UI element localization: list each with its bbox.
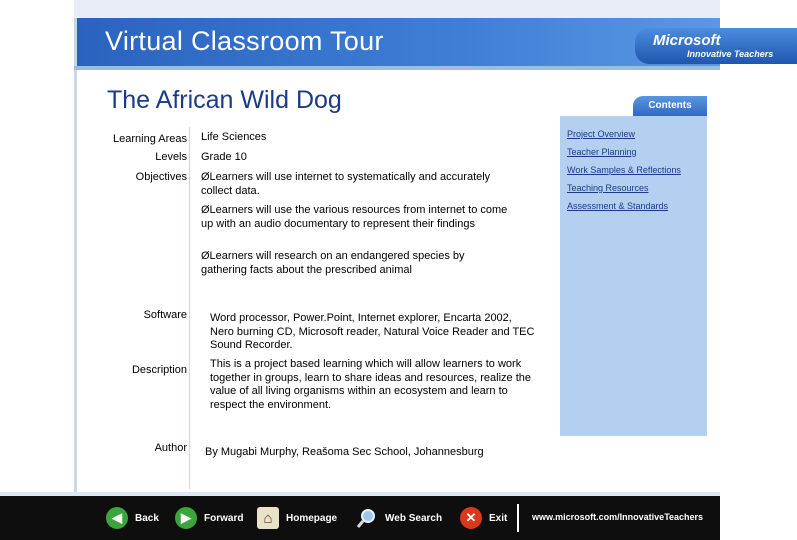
page-title: The African Wild Dog [107,86,342,114]
sidebar-link-work-samples[interactable]: Work Samples & Reflections [567,165,681,175]
objective-item: ØLearners will use internet to systematically and accurately collect data. [201,171,491,197]
description-label: Description [131,364,187,376]
left-edge-line [74,0,77,496]
sidebar-link-assessment[interactable]: Assessment & Standards [567,201,669,211]
levels-value: Grade 10 [201,151,247,163]
objective-item: ØLearners will research on an endangered species by gathering facts about the prescribed animal [201,250,465,276]
brand-name: Microsoft [653,32,721,49]
contents-sidebar [560,116,707,436]
back-button[interactable] [106,506,159,530]
header-top-band [74,0,720,18]
learning-areas-value: Life Sciences [201,131,267,143]
brand-tagline: Innovative Teachers [687,49,774,59]
house-icon: ⌂ [257,507,279,529]
footer-divider [517,504,519,532]
column-divider [189,127,190,489]
objective-item: ØLearners will use the various resources from internet to come up with an audio documentary to represent their findings [201,204,508,230]
contents-tab: Contents [633,96,707,116]
homepage-label: Homepage [286,512,338,524]
header-title: Virtual Classroom Tour [105,26,384,56]
objectives-label: Objectives [135,171,187,183]
header-banner [77,18,774,66]
exit-label: Exit [489,512,508,524]
footer-nav-bar [0,496,720,540]
author-label: Author [154,442,187,454]
levels-label: Levels [155,151,187,163]
sidebar-link-teacher-planning[interactable]: Teacher Planning [567,147,637,157]
forward-button[interactable] [175,506,243,530]
arrow-left-icon: ◀ [106,507,128,529]
web-search-label: Web Search [385,512,443,524]
exit-button[interactable] [460,506,507,530]
software-label: Software [143,309,187,321]
brand-logo [635,28,797,64]
forward-label: Forward [204,512,244,524]
author-value: By Mugabi Murphy, Reašoma Sec School, Johannesburg [205,446,484,458]
sidebar-link-teaching-resources[interactable]: Teaching Resources [567,183,649,193]
back-label: Back [135,512,159,524]
software-value: Word processor, Power.Point, Internet explorer, Encarta 2002, Nero burning CD, Microsoft reader, Natural Voice Reader and TEC Sound Recorder. [210,312,535,351]
arrow-right-icon: ▶ [175,507,197,529]
learning-areas-label: Learning Areas [113,133,187,145]
sidebar-link-project-overview[interactable]: Project Overview [567,129,636,139]
microsoft-url-link[interactable]: www.microsoft.com/InnovativeTeachers [532,512,704,522]
homepage-button[interactable] [257,506,337,530]
header-divider [74,66,720,70]
web-search-button[interactable] [356,506,442,530]
left-margin [0,0,74,496]
description-value: This is a project based learning which will allow learners to work together in groups, learn to share ideas and resources, realize the value of all living organisms within an ecosystem and learn to respect the environment. [210,358,532,411]
magnifier-icon [356,507,378,529]
x-icon: ✕ [460,507,482,529]
